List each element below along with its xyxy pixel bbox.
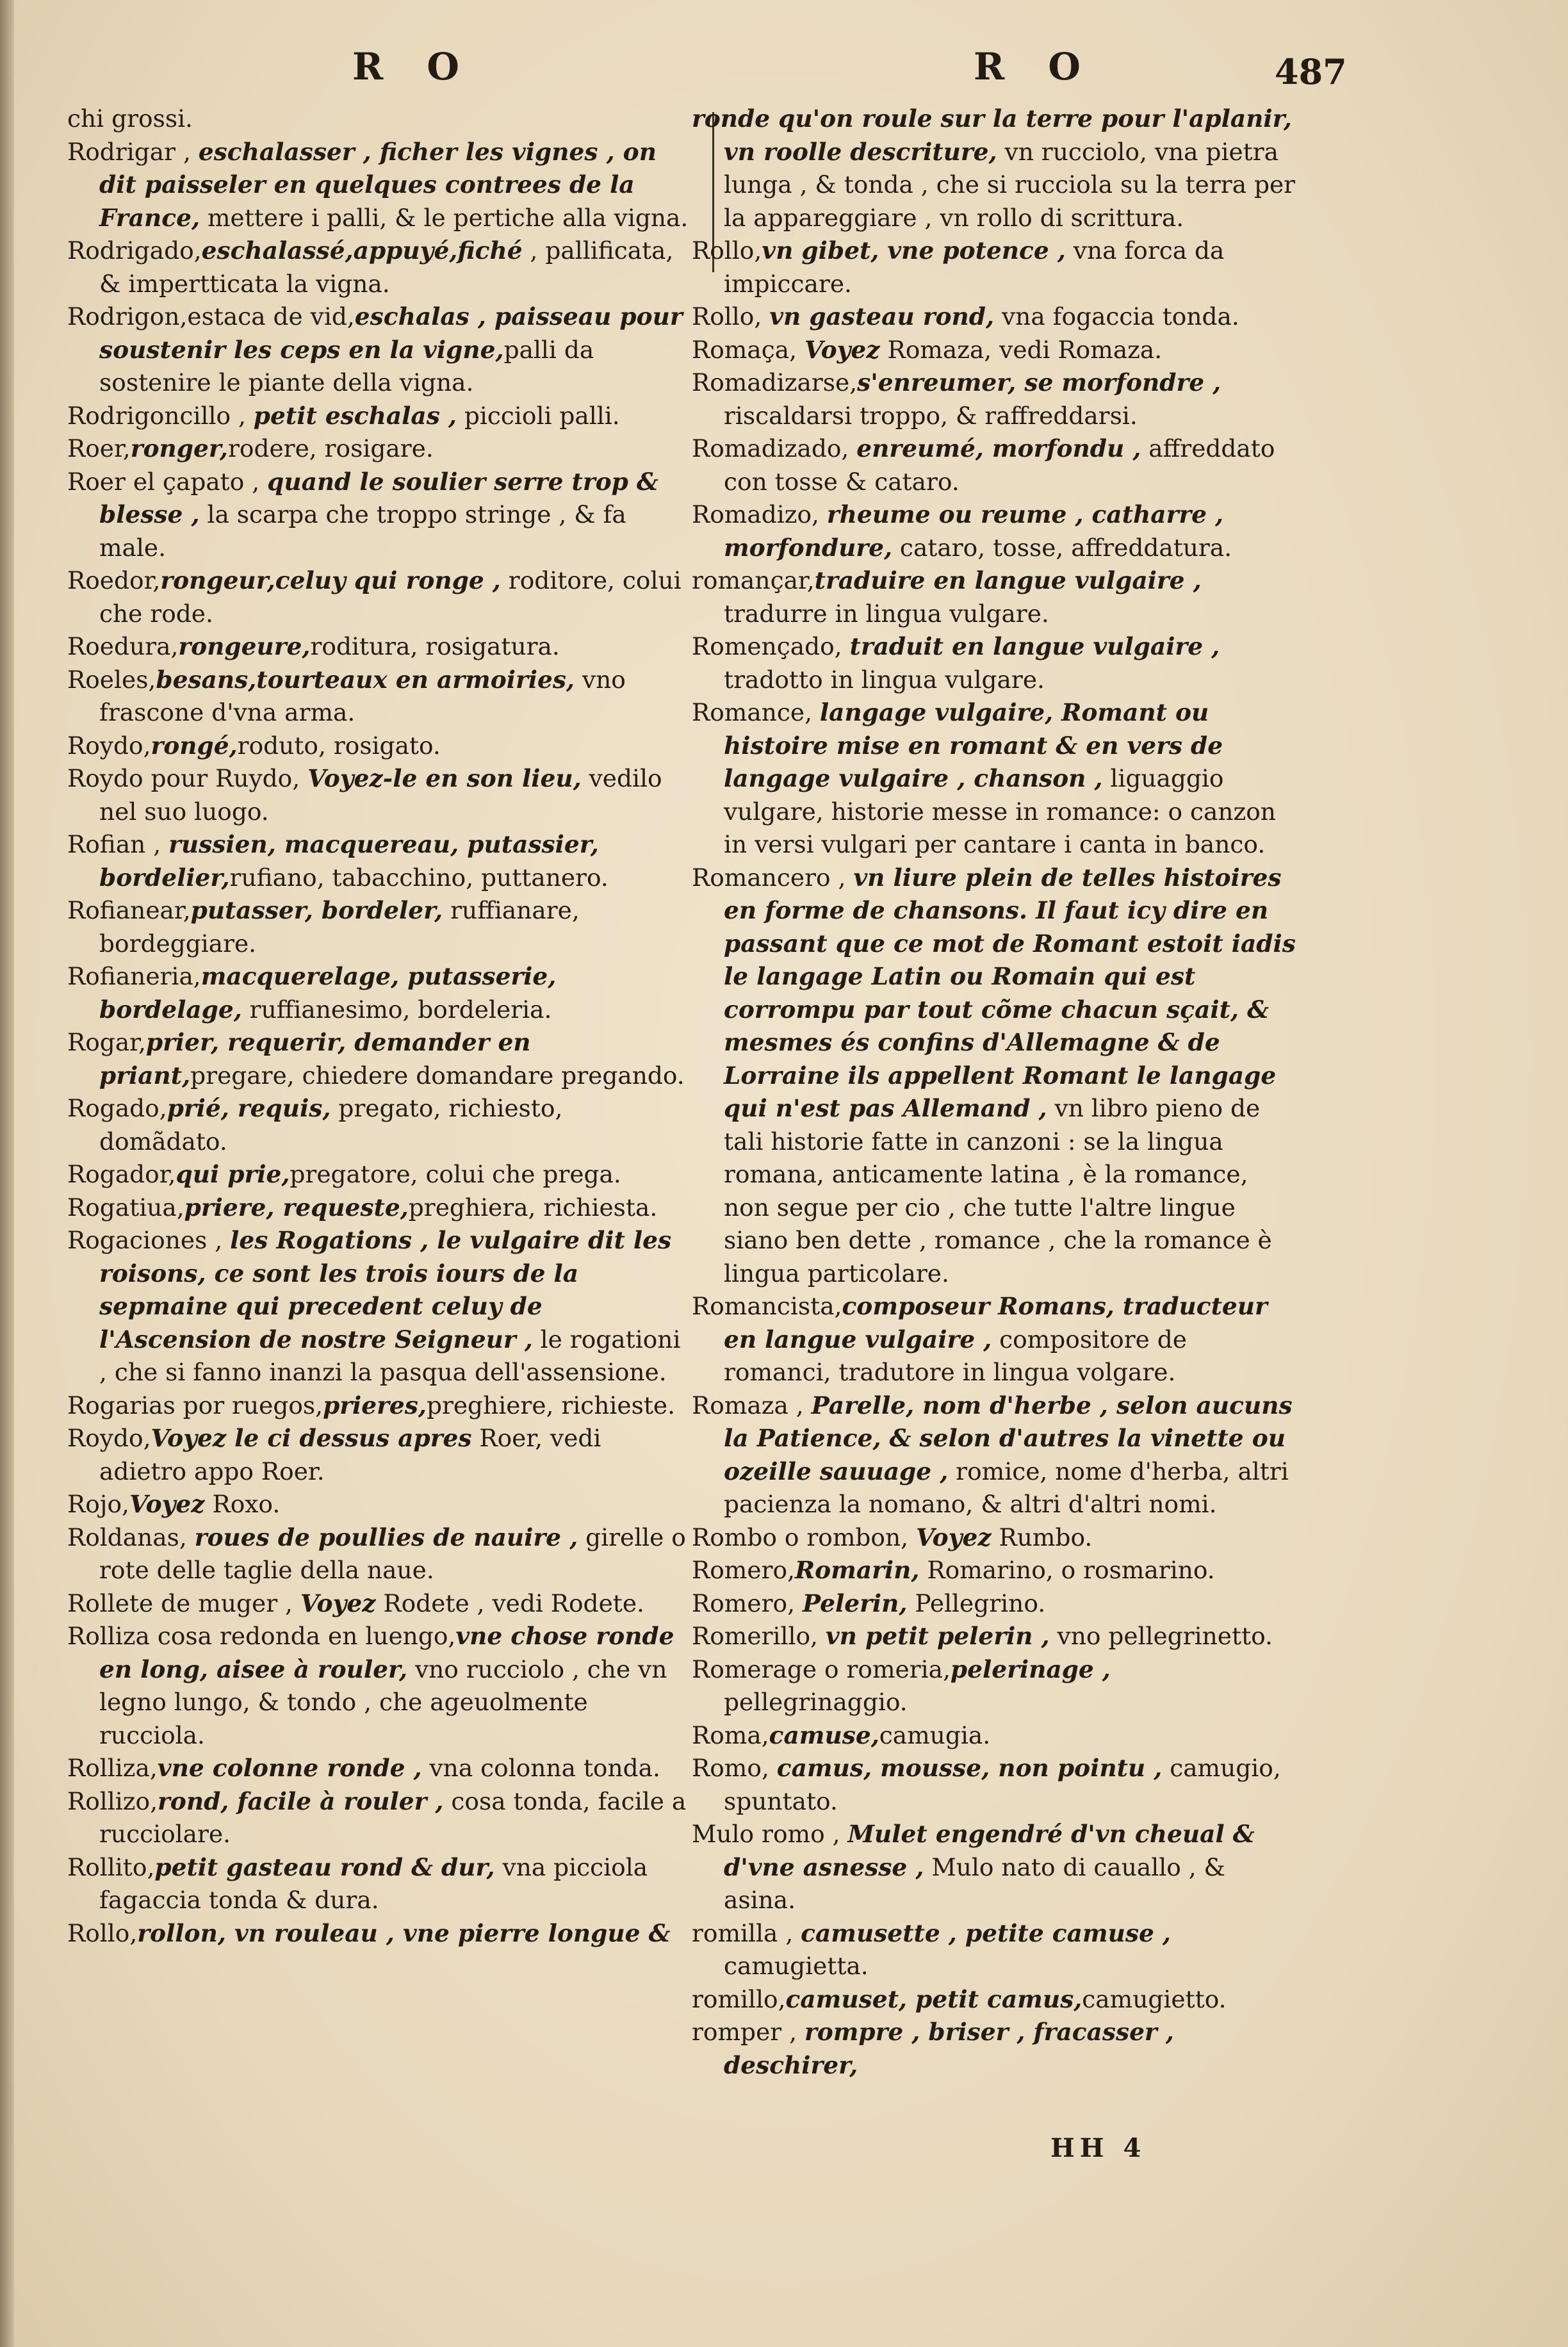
- entry-french: eschalassé,appuyé,fiché: [201, 236, 523, 265]
- entry-headword: Romo,: [692, 1754, 777, 1782]
- entry-italian: chi grossi.: [67, 104, 193, 133]
- entry-italian: le rogationi , che si fanno inanzi la pasqua dell'assensione.: [99, 1325, 681, 1386]
- dictionary-entry: [67, 762, 695, 828]
- entry-french: rollon, vn rouleau , vne pierre longue &: [137, 1918, 671, 1947]
- entry-french: Voyez: [300, 1589, 376, 1617]
- dictionary-entry: [67, 1224, 695, 1389]
- entry-italian: vno rucciolo , che vn legno lungo, & tondo , che agеuolmente rucciola.: [99, 1655, 667, 1749]
- entry-french: Voyez-le en son lieu,: [307, 764, 582, 792]
- entry-french: vn liure plein de telles histoires en forme de chansons. Il faut icy dire en passant que ce mot de Romant estoit iadis le langage Latin ou Romain qui est corrompu par tout cõme chacun sçait, & mesmes és confins d'Allemagne & de Lorraine ils appellent Romant le langage qui n'est pas Allemand ,: [724, 863, 1296, 1122]
- entry-french: vne colonne ronde ,: [157, 1754, 422, 1782]
- entry-headword: Rogador,: [67, 1160, 176, 1188]
- dictionary-entry: [67, 1851, 695, 1917]
- entry-headword: Romancista,: [692, 1292, 842, 1320]
- dictionary-entry: [67, 894, 695, 960]
- entry-headword: romillo,: [692, 1984, 786, 2013]
- entry-headword: Romadizado,: [692, 434, 857, 462]
- entry-french: rond, facile à rouler ,: [158, 1787, 444, 1815]
- entry-italian: pregato, richiesto, domãdato.: [99, 1094, 563, 1156]
- entry-french: eschalas , paisseau pour soustenir les ceps en la vigne,: [99, 302, 683, 364]
- entry-headword: Roedura,: [67, 632, 179, 660]
- left-column: [67, 102, 695, 1950]
- entry-headword: Rollete de muger ,: [67, 1589, 300, 1617]
- dictionary-entry: [67, 400, 695, 433]
- entry-italian: palli da sostenire le piante della vigna.: [99, 335, 594, 397]
- entry-italian: rodere, rosigare.: [227, 434, 434, 462]
- entry-headword: Roeles,: [67, 665, 156, 694]
- dictionary-entry: [692, 498, 1300, 564]
- entry-french: priere, requeste,: [184, 1193, 409, 1222]
- entry-french: prié, requis,: [167, 1094, 331, 1122]
- dictionary-entry: [692, 334, 1300, 367]
- entry-headword: Rofianeria,: [67, 962, 201, 990]
- entry-french: traduire en langue vulgaire ,: [814, 566, 1202, 594]
- entry-headword: Rogado,: [67, 1094, 167, 1122]
- dictionary-entry: [67, 1158, 695, 1191]
- entry-italian: , pallificata, & impertticata la vigna.: [99, 236, 674, 298]
- entry-headword: Roma,: [692, 1721, 769, 1749]
- entry-italian: vna colonna tonda.: [421, 1754, 660, 1782]
- entry-headword: Roedor,: [67, 566, 161, 594]
- entry-french: s'enreumer, se morfondre ,: [857, 368, 1221, 397]
- entry-italian: camugio, spuntato.: [724, 1754, 1281, 1815]
- entry-headword: Rollito,: [67, 1852, 155, 1881]
- dictionary-entry: [67, 1092, 695, 1158]
- entry-italian: piccioli palli.: [456, 401, 620, 430]
- dictionary-entry: [692, 1554, 1300, 1587]
- entry-headword: romançar,: [692, 566, 815, 594]
- entry-italian: pregatore, colui che prega.: [290, 1160, 621, 1188]
- entry-headword: Rofianear,: [67, 896, 191, 924]
- entry-italian: Mulo nato di cauallo , & asina.: [724, 1852, 1225, 1914]
- entry-french: les Rogations , le vulgaire dit les roisons, ce sont les trois iours de la sepmaine qui precedent celuy de l'Ascension de nostre Seigneur ,: [99, 1226, 672, 1353]
- entry-headword: Romaza ,: [692, 1391, 812, 1419]
- dictionary-entry: [67, 960, 695, 1026]
- dictionary-entry: [692, 1620, 1300, 1653]
- entry-italian: vno frascone d'vna arma.: [99, 665, 626, 726]
- entry-italian: Romaza, vedi Romaza.: [879, 335, 1163, 364]
- entry-italian: roditura, rosigatura.: [310, 632, 560, 660]
- entry-italian: camugietto.: [1082, 1984, 1227, 2013]
- entry-french: rompre , briser , fracasser , deschirer,: [724, 2018, 1174, 2079]
- entry-italian: Rodete , vedi Rodete.: [375, 1589, 644, 1617]
- dictionary-entry: [692, 1752, 1300, 1818]
- dictionary-entry: [67, 1917, 695, 1950]
- entry-headword: Rombo o rombon,: [692, 1523, 917, 1551]
- dictionary-entry: [692, 1818, 1300, 1917]
- entry-french: Voyez: [129, 1490, 205, 1518]
- entry-headword: Rogatiua,: [67, 1193, 184, 1222]
- entry-italian: vna picciola fagaccia tonda & dura.: [99, 1852, 648, 1914]
- entry-headword: Romero,: [692, 1589, 803, 1617]
- dictionary-entry: [67, 1587, 695, 1621]
- dictionary-entry: [67, 136, 695, 235]
- dictionary-entry: [67, 828, 695, 894]
- entry-italian: romice, nome d'herba, altri pacienza la nomano, & altri d'altri nomi.: [724, 1457, 1289, 1518]
- entry-french: roues de poullies de nauire ,: [194, 1523, 578, 1551]
- dictionary-entry: [67, 1422, 695, 1488]
- entry-italian: compositore de romanci, tradutore in lingua volgare.: [724, 1325, 1187, 1386]
- dictionary-entry: [67, 664, 695, 730]
- signature-mark: HH 4: [1050, 2133, 1147, 2163]
- entry-headword: Rolliza,: [67, 1754, 158, 1782]
- entry-italian: liguaggio vulgare, historie messe in romance: o canzon in versi vulgari per cantare i canta in banco.: [724, 764, 1276, 858]
- entry-headword: Rodrigon,estaca de vid,: [67, 302, 355, 331]
- dictionary-entry: [67, 1521, 695, 1587]
- entry-french: rongeure,: [178, 632, 311, 660]
- entry-french: enreumé, morfondu ,: [856, 434, 1141, 462]
- entry-french: camus, mousse, non pointu ,: [776, 1754, 1163, 1782]
- entry-headword: Rolliza cosa redonda en luengo,: [67, 1622, 456, 1650]
- entry-italian: cosa tonda, facile a rucciolare.: [99, 1787, 687, 1848]
- dictionary-entry: [67, 1191, 695, 1225]
- entry-french: eschalasser , ficher les vignes , on dit paisseler en quelques contrees de la France,: [99, 137, 657, 232]
- entry-headword: Rojo,: [67, 1490, 129, 1518]
- entry-french: petit eschalas ,: [253, 401, 457, 430]
- entry-headword: Roer,: [67, 434, 131, 462]
- entry-headword: Rofian ,: [67, 830, 169, 858]
- entry-headword: Rogar,: [67, 1028, 146, 1056]
- entry-headword: Rodrigar ,: [67, 137, 199, 166]
- dictionary-entry: [692, 630, 1300, 696]
- dictionary-entry: [692, 1389, 1300, 1521]
- entry-french: langage vulgaire, Romant ou histoire mise en romant & en vers de langage vulgaire , chanson ,: [724, 698, 1223, 792]
- entry-french: ronde qu'on roule sur la terre pour l'aplanir, vn roolle descriture,: [692, 104, 1292, 166]
- entry-french: qui prie,: [176, 1160, 290, 1188]
- entry-italian: ruffianare, bordeggiare.: [99, 896, 580, 958]
- entry-headword: Romerage o romeria,: [692, 1655, 951, 1683]
- dictionary-entry: [692, 1719, 1300, 1753]
- entry-headword: Roydo,: [67, 731, 151, 760]
- dictionary-entry: [67, 730, 695, 763]
- dictionary-entry: [692, 1521, 1300, 1555]
- dictionary-entry: [67, 300, 695, 400]
- entry-italian: vna fogaccia tonda.: [994, 302, 1239, 331]
- entry-french: pelerinage ,: [950, 1655, 1111, 1683]
- entry-french: vne chose ronde en long, aisee à rouler,: [99, 1622, 674, 1683]
- entry-french: besans,tourteaux en armoiries,: [156, 665, 575, 694]
- entry-french: rongé,: [151, 731, 238, 760]
- entry-french: prier, requerir, demander en priant,: [99, 1028, 531, 1090]
- entry-french: prieres,: [323, 1391, 427, 1419]
- entry-italian: rufiano, tabacchino, puttanero.: [229, 863, 608, 892]
- entry-italian: la scarpa che troppo stringe , & fa male.: [99, 500, 626, 562]
- dictionary-entry: [692, 696, 1300, 862]
- entry-italian: pellegrinaggio.: [724, 1688, 908, 1716]
- dictionary-entry: [692, 2016, 1300, 2082]
- entry-french: Voyez: [804, 335, 880, 364]
- entry-italian: camugia.: [879, 1721, 991, 1749]
- entry-headword: romilla ,: [692, 1918, 801, 1947]
- entry-italian: cataro, tosse, affreddatura.: [892, 533, 1232, 562]
- entry-headword: Romençado,: [692, 632, 850, 660]
- dictionary-entry: [692, 234, 1300, 300]
- entry-french: camuset, petit camus,: [785, 1984, 1082, 2013]
- entry-italian: vedilo nel suo luogo.: [99, 764, 662, 826]
- entry-french: macquerelage, putasserie, bordelage,: [99, 962, 557, 1024]
- right-column: [692, 102, 1300, 2082]
- entry-headword: Rodrigoncillo ,: [67, 401, 254, 430]
- entry-italian: roduto, rosigato.: [237, 731, 441, 760]
- entry-french: traduit en langue vulgaire ,: [849, 632, 1220, 660]
- dictionary-entry: [692, 1983, 1300, 2016]
- dictionary-entry: [67, 1488, 695, 1521]
- running-head-right: R O: [974, 45, 1096, 88]
- entry-headword: Rogarias por ruegos,: [67, 1391, 323, 1419]
- entry-headword: Romaça,: [692, 335, 804, 364]
- entry-french: russien, macquereau, putassier, bordelier,: [99, 830, 599, 892]
- entry-headword: Rollo,: [692, 236, 762, 265]
- entry-italian: vno pellegrinetto.: [1049, 1622, 1273, 1650]
- entry-french: Voyez le ci dessus apres: [151, 1424, 472, 1452]
- entry-headword: Roydo,: [67, 1424, 151, 1452]
- entry-french: quand le soulier serre trop & blesse ,: [99, 467, 658, 528]
- dictionary-entry: [692, 862, 1300, 1291]
- entry-italian: preghiera, richiesta.: [408, 1193, 658, 1222]
- entry-italian: Romarino, o rosmarino.: [919, 1556, 1215, 1584]
- dictionary-entry: [67, 1785, 695, 1851]
- entry-italian: tradurre in lingua vulgare.: [724, 599, 1049, 628]
- entry-french: camusette , petite camuse ,: [801, 1918, 1171, 1947]
- entry-headword: Romancero ,: [692, 863, 854, 892]
- entry-headword: Rollo,: [67, 1918, 138, 1947]
- entry-italian: vn rucciolo, vna pietra lunga , & tonda , che si rucciola su la terra per la appareggiare , vn rollo di scrittura.: [724, 137, 1296, 232]
- page-number: 487: [1275, 51, 1347, 92]
- dictionary-entry: [692, 1587, 1300, 1621]
- entry-headword: Roldanas,: [67, 1523, 195, 1551]
- entry-headword: Roer el çapato ,: [67, 467, 268, 496]
- entry-italian: pregare, chiedere domandare pregando.: [190, 1061, 685, 1090]
- entry-french: vn gasteau rond,: [769, 302, 995, 331]
- entry-headword: Romadizarse,: [692, 368, 858, 397]
- dictionary-entry: [67, 234, 695, 300]
- entry-french: Romarin,: [795, 1556, 920, 1584]
- entry-headword: Rodrigado,: [67, 236, 202, 265]
- dictionary-entry: [67, 1026, 695, 1092]
- entry-headword: Rogaciones ,: [67, 1226, 231, 1254]
- entry-italian: affreddato con tosse & cataro.: [724, 434, 1275, 496]
- entry-french: Parelle, nom d'herbe , selon aucuns la Patience, & selon d'autres la vinette ou ozeille sauuage ,: [724, 1391, 1293, 1485]
- entry-italian: preghiere, richieste.: [426, 1391, 676, 1419]
- dictionary-entry: [692, 564, 1300, 630]
- entry-italian: mettere i palli, & le pertiche alla vigna.: [200, 203, 689, 232]
- dictionary-entry: [67, 466, 695, 565]
- entry-french: Pelerin,: [802, 1589, 908, 1617]
- dictionary-entry: [67, 1389, 695, 1423]
- dictionary-entry: [692, 102, 1300, 234]
- dictionary-entry: [67, 1752, 695, 1785]
- entry-italian: vn libro pieno de tali historie fatte in canzoni : se la lingua romana, anticamente latina , è la romance, non segue per cio , che tutte l'altre lingue siano ben dette , romance , che la romance è lingua particolare.: [724, 1094, 1272, 1288]
- entry-french: vn gibet, vne potence ,: [762, 236, 1066, 265]
- dictionary-entry: [692, 1653, 1300, 1719]
- page-spine-shadow: [0, 0, 14, 2347]
- entry-headword: Romance,: [692, 698, 820, 726]
- entry-headword: Mulo romo ,: [692, 1820, 848, 1848]
- entry-french: vn petit pelerin ,: [825, 1622, 1050, 1650]
- dictionary-entry: [692, 300, 1300, 334]
- entry-italian: girelle o rote delle taglie della naue.: [99, 1523, 686, 1584]
- entry-french: ronger,: [130, 434, 228, 462]
- entry-italian: vna forca da impiccare.: [724, 236, 1225, 298]
- entry-italian: ruffianesimo, bordeleria.: [241, 995, 552, 1024]
- entry-headword: Roydo pour Ruydo,: [67, 764, 308, 792]
- entry-french: petit gasteau rond & dur,: [154, 1852, 495, 1881]
- entry-italian: roditore, colui che rode.: [99, 566, 682, 628]
- entry-french: rongeur,celuy qui ronge ,: [160, 566, 501, 594]
- entry-headword: Rollo,: [692, 302, 770, 331]
- dictionary-entry: [67, 432, 695, 466]
- entry-italian: tradotto in lingua vulgare.: [724, 665, 1045, 694]
- entry-headword: Romerillo,: [692, 1622, 826, 1650]
- entry-headword: Romadizo,: [692, 500, 827, 528]
- dictionary-entry: [67, 1620, 695, 1752]
- entry-italian: Rumbo.: [991, 1523, 1093, 1551]
- entry-french: composeur Romans, traducteur en langue vulgaire ,: [724, 1292, 1268, 1353]
- dictionary-entry: [692, 366, 1300, 432]
- entry-italian: camugietta.: [724, 1952, 869, 1980]
- entry-italian: Roer, vedi adietro appo Roer.: [99, 1424, 601, 1485]
- entry-french: Voyez: [916, 1523, 992, 1551]
- entry-headword: romper ,: [692, 2018, 804, 2046]
- dictionary-entry: [67, 102, 695, 136]
- entry-french: camuse,: [769, 1721, 879, 1749]
- entry-headword: Rollizo,: [67, 1787, 158, 1815]
- entry-french: rheume ou reume , catharre , morfondure,: [724, 500, 1224, 562]
- dictionary-entry: [692, 1917, 1300, 1983]
- dictionary-entry: [692, 432, 1300, 498]
- entry-french: putasser, bordeler,: [190, 896, 443, 924]
- dictionary-entry: [692, 1290, 1300, 1389]
- dictionary-entry: [67, 630, 695, 664]
- entry-italian: Pellegrino.: [907, 1589, 1046, 1617]
- entry-italian: riscaldarsi troppo, & raffreddarsi.: [724, 401, 1138, 430]
- entry-french: Mulet engendré d'vn cheual & d'vne asnesse ,: [724, 1820, 1255, 1881]
- entry-headword: Romero,: [692, 1556, 795, 1584]
- running-head-left: R O: [352, 45, 475, 88]
- dictionary-entry: [67, 564, 695, 630]
- entry-italian: Roxo.: [204, 1490, 281, 1518]
